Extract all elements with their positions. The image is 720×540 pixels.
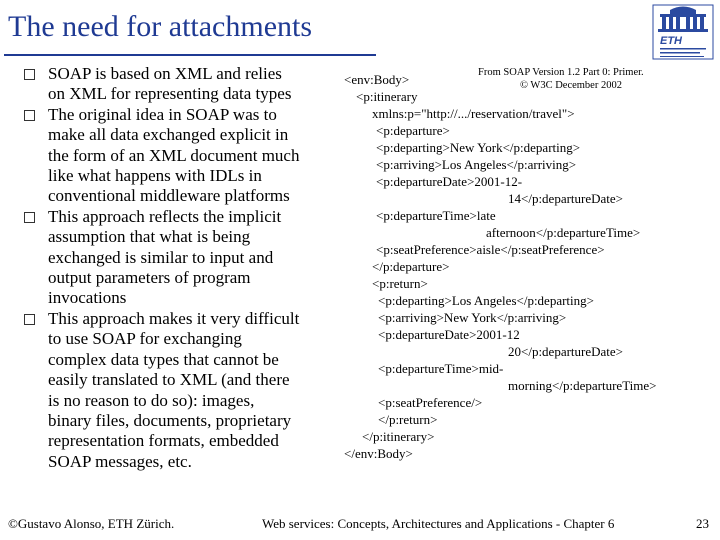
bullet-line: output parameters of program: [48, 268, 251, 288]
bullet-line: The original idea in SOAP was to: [48, 104, 277, 124]
bullet-line: on XML for representing data types: [48, 84, 292, 104]
bullet-line: to use SOAP for exchanging: [48, 329, 242, 349]
xml-line: <p:departureTime>late: [376, 208, 496, 223]
bullet-line: easily translated to XML (and there: [48, 370, 290, 390]
source-citation: From SOAP Version 1.2 Part 0: Primer.: [478, 67, 644, 78]
bullet-line: the form of an XML document much: [48, 145, 300, 165]
bullet-item: [24, 207, 354, 309]
xml-line: <p:departureDate>2001-12: [378, 327, 520, 342]
xml-line: <p:departing>New York</p:departing>: [376, 140, 581, 155]
xml-line: <p:arriving>New York</p:arriving>: [378, 310, 567, 325]
copyright-note: © W3C December 2002: [520, 80, 622, 91]
bullet-line: is no reason to do so): images,: [48, 390, 255, 410]
bullet-line: like what happens with IDLs in: [48, 166, 262, 186]
xml-line: <p:departing>Los Angeles</p:departing>: [378, 293, 594, 308]
xml-line: <p:itinerary: [356, 89, 418, 104]
xml-line: </p:return>: [378, 412, 438, 427]
xml-line: </p:itinerary>: [362, 429, 435, 444]
xml-line: xmlns:p="http://.../reservation/travel">: [372, 106, 575, 121]
slide-title: The need for attachments: [8, 10, 313, 43]
footer-page-number: 23: [696, 516, 709, 531]
xml-line: <p:departureDate>2001-12-: [376, 174, 523, 189]
xml-line: afternoon</p:departureTime>: [486, 225, 641, 240]
bullet-line: exchanged is similar to input and: [48, 247, 274, 267]
bullet-item: [24, 105, 354, 207]
xml-line: <env:Body>: [344, 72, 410, 87]
bullet-line: SOAP is based on XML and relies: [48, 64, 282, 83]
xml-line: 20</p:departureDate>: [508, 344, 624, 359]
footer-course: Web services: Concepts, Architectures and Applications - Chapter 6: [262, 516, 615, 531]
bullet-line: SOAP messages, etc.: [48, 451, 192, 471]
bullet-box-icon: [24, 69, 35, 80]
title-underline: [4, 54, 376, 56]
bullet-list: [24, 64, 354, 472]
xml-line: <p:seatPreference>aisle</p:seatPreference>: [376, 242, 605, 257]
footer-author: ©Gustavo Alonso, ETH Zürich.: [8, 516, 175, 531]
xml-line: <p:departure>: [376, 123, 450, 138]
xml-line: <p:arriving>Los Angeles</p:arriving>: [376, 157, 577, 172]
xml-line: <p:departureTime>mid-: [378, 361, 504, 376]
bullet-line: conventional middleware platforms: [48, 186, 290, 206]
bullet-line: This approach makes it very difficult: [48, 308, 300, 328]
xml-line: 14</p:departureDate>: [508, 191, 624, 206]
bullet-line: invocations: [48, 288, 127, 308]
bullet-item: [24, 309, 354, 472]
bullet-line: binary files, documents, proprietary: [48, 410, 292, 430]
svg-text:ETH: ETH: [660, 35, 682, 47]
bullet-line: representation formats, embedded: [48, 431, 279, 451]
xml-line: </p:departure>: [372, 259, 450, 274]
bullet-line: make all data exchanged explicit in: [48, 125, 289, 145]
bullet-box-icon: [24, 110, 35, 121]
xml-line: <p:seatPreference/>: [378, 395, 483, 410]
bullet-box-icon: [24, 314, 35, 325]
xml-line: <p:return>: [372, 276, 428, 291]
bullet-line: complex data types that cannot be: [48, 349, 279, 369]
eth-logo-icon: [652, 4, 714, 60]
xml-line: </env:Body>: [344, 446, 413, 461]
xml-line: morning</p:departureTime>: [508, 378, 657, 393]
bullet-box-icon: [24, 212, 35, 223]
bullet-item: [24, 64, 354, 105]
bullet-line: This approach reflects the implicit: [48, 206, 282, 226]
bullet-line: assumption that what is being: [48, 227, 251, 247]
